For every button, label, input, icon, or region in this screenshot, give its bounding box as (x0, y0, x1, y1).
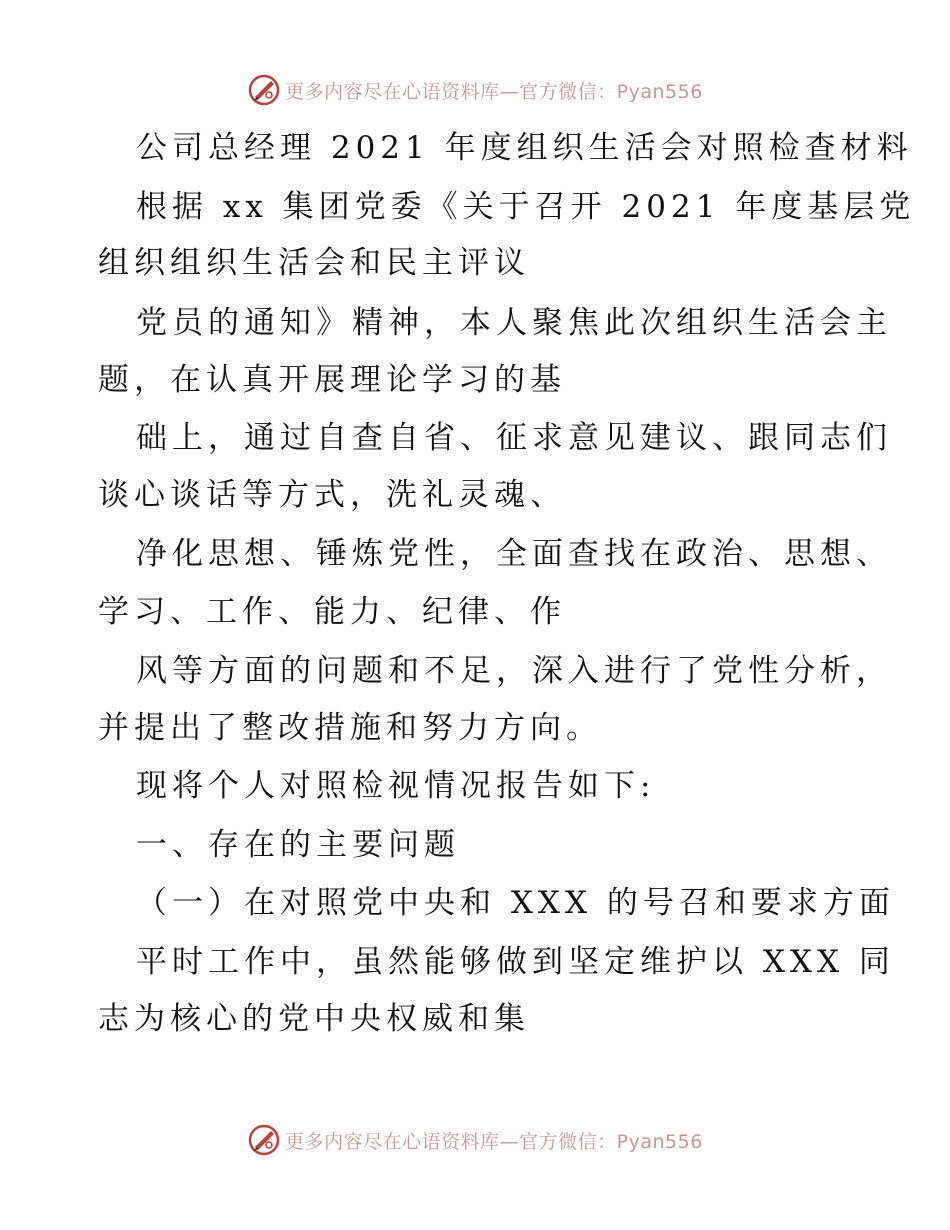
paragraph-line: 根据 xx 集团党委《关于召开 2021 年度基层党 (136, 189, 916, 225)
paragraph-line: 础上，通过自查自省、征求意见建议、跟同志们 (136, 420, 892, 456)
paragraph-line: 并提出了整改措施和努力方向。 (98, 710, 602, 746)
paragraph-line: 谈心谈话等方式，洗礼灵魂、 (98, 477, 566, 513)
paragraph-line: 风等方面的问题和不足，深入进行了党性分析， (136, 653, 892, 689)
paragraph-line: 学习、工作、能力、纪律、作 (98, 594, 566, 630)
paragraph-line: 平时工作中，虽然能够做到坚定维护以 XXX 同 (136, 944, 895, 980)
paragraph-line: 现将个人对照检视情况报告如下: (136, 768, 656, 804)
subsection-heading: （一）在对照党中央和 XXX 的号召和要求方面 (136, 885, 895, 921)
paragraph-line: 志为核心的党中央权威和集 (98, 1001, 530, 1037)
brand-logo-icon (247, 1123, 281, 1157)
document-title: 公司总经理 2021 年度组织生活会对照检查材料 (136, 130, 913, 166)
section-heading: 一、存在的主要问题 (136, 827, 460, 863)
paragraph-line: 党员的通知》精神，本人聚焦此次组织生活会主 (136, 305, 892, 341)
paragraph-line: 题，在认真开展理论学习的基 (98, 362, 566, 398)
footer-watermark-text: 更多内容尽在心语资料库—官方微信：Pyan556 (285, 1130, 703, 1153)
paragraph-line: 净化思想、锤炼党性，全面查找在政治、思想、 (136, 536, 892, 572)
header-watermark-text: 更多内容尽在心语资料库—官方微信：Pyan556 (285, 80, 703, 103)
footer-watermark-banner (0, 1120, 950, 1160)
paragraph-line: 组织组织生活会和民主评议 (98, 245, 530, 281)
